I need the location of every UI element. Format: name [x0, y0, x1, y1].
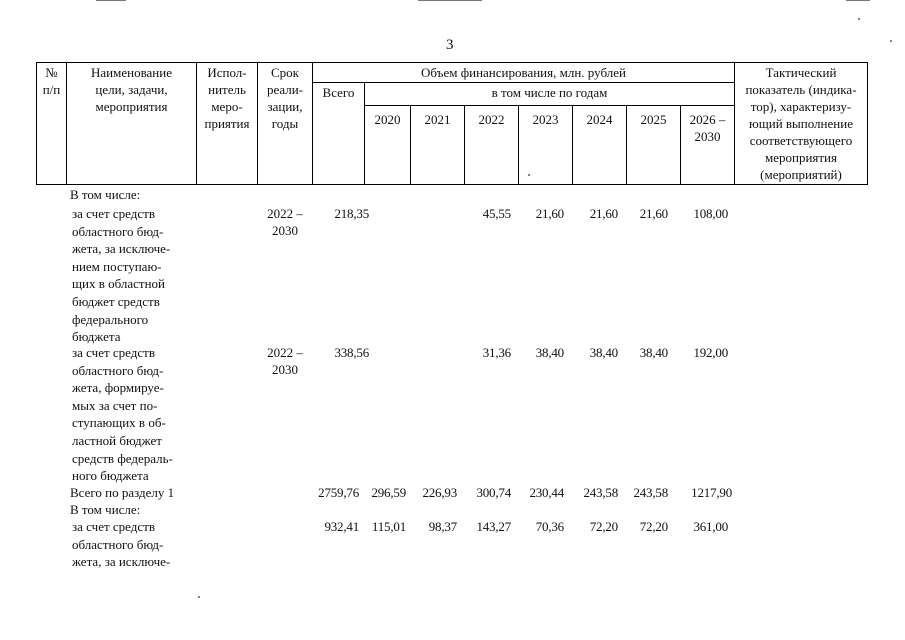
cell-2023: 70,36	[535, 519, 564, 534]
scan-rule	[846, 0, 870, 1]
cell-2020: 115,01	[371, 519, 406, 534]
header-year-2023: 2023	[518, 105, 573, 185]
header-executor: Испол- нитель меро- приятия	[196, 62, 258, 185]
cell-2023: 230,44	[529, 485, 564, 500]
cell-2024: 72,20	[589, 519, 618, 534]
cell-2023: 21,60	[535, 206, 564, 221]
cell-2021: 98,37	[428, 519, 457, 534]
including-label: В том числе:	[70, 502, 141, 517]
header-year-2020: 2020	[364, 105, 411, 185]
header-by-years: в том числе по годам	[364, 82, 735, 106]
header-total: Всего	[312, 82, 365, 185]
scan-speck	[858, 18, 860, 20]
header-year-2022: 2022	[464, 105, 519, 185]
cell-2025: 21,60	[639, 206, 668, 221]
row-description: за счет средств областного бюд- жета, формируе- мых за счет по- ступающих в об- ластной бюджет средств федераль- ного бюджета	[72, 345, 173, 484]
scan-speck	[528, 174, 530, 176]
cell-2024: 243,58	[583, 485, 618, 500]
row-period: 2022 – 2030	[267, 345, 303, 377]
cell-2026-2030: 108,00	[693, 206, 728, 221]
header-year-2025: 2025	[626, 105, 681, 185]
cell-2025: 72,20	[639, 519, 668, 534]
including-label: В том числе:	[70, 187, 141, 202]
cell-2023: 38,40	[535, 345, 564, 360]
header-year-2021: 2021	[410, 105, 465, 185]
header-year-2026-2030: 2026 – 2030	[680, 105, 735, 185]
cell-2022: 31,36	[482, 345, 511, 360]
scan-rule	[96, 0, 126, 1]
row-description: за счет средств областного бюд- жета, за исключе-	[72, 519, 171, 570]
scan-speck	[890, 40, 892, 42]
cell-2025: 38,40	[639, 345, 668, 360]
section-total-label: Всего по разделу 1	[70, 485, 175, 500]
cell-total: 932,41	[324, 519, 359, 534]
page-number: 3	[446, 37, 454, 53]
cell-2026-2030: 1217,90	[691, 485, 732, 500]
header-num: № п/п	[36, 62, 67, 185]
header-funding: Объем финансирования, млн. рублей	[312, 62, 735, 83]
cell-total: 218,35	[334, 206, 369, 221]
header-period: Срок реали- зации, годы	[257, 62, 313, 185]
cell-2025: 243,58	[633, 485, 668, 500]
cell-2022: 143,27	[476, 519, 511, 534]
cell-2026-2030: 361,00	[693, 519, 728, 534]
row-period: 2022 – 2030	[267, 206, 303, 238]
cell-total: 338,56	[334, 345, 369, 360]
header-name: Наименование цели, задачи, мероприятия	[66, 62, 197, 185]
scan-rule	[418, 0, 482, 1]
cell-2024: 38,40	[589, 345, 618, 360]
header-indicator: Тактический показатель (индика- тор), характеризу- ющий выполнение соответствующего мероприятия (мероприятий)	[734, 62, 868, 185]
cell-2024: 21,60	[589, 206, 618, 221]
row-description: за счет средств областного бюд- жета, за исключе- нием поступаю- щих в областной бюджет средств федерального бюджета	[72, 206, 171, 345]
header-year-2024: 2024	[572, 105, 627, 185]
cell-2026-2030: 192,00	[693, 345, 728, 360]
cell-2020: 296,59	[371, 485, 406, 500]
cell-2021: 226,93	[422, 485, 457, 500]
cell-2022: 300,74	[476, 485, 511, 500]
scan-speck	[198, 596, 200, 598]
cell-2022: 45,55	[482, 206, 511, 221]
cell-total: 2759,76	[318, 485, 359, 500]
